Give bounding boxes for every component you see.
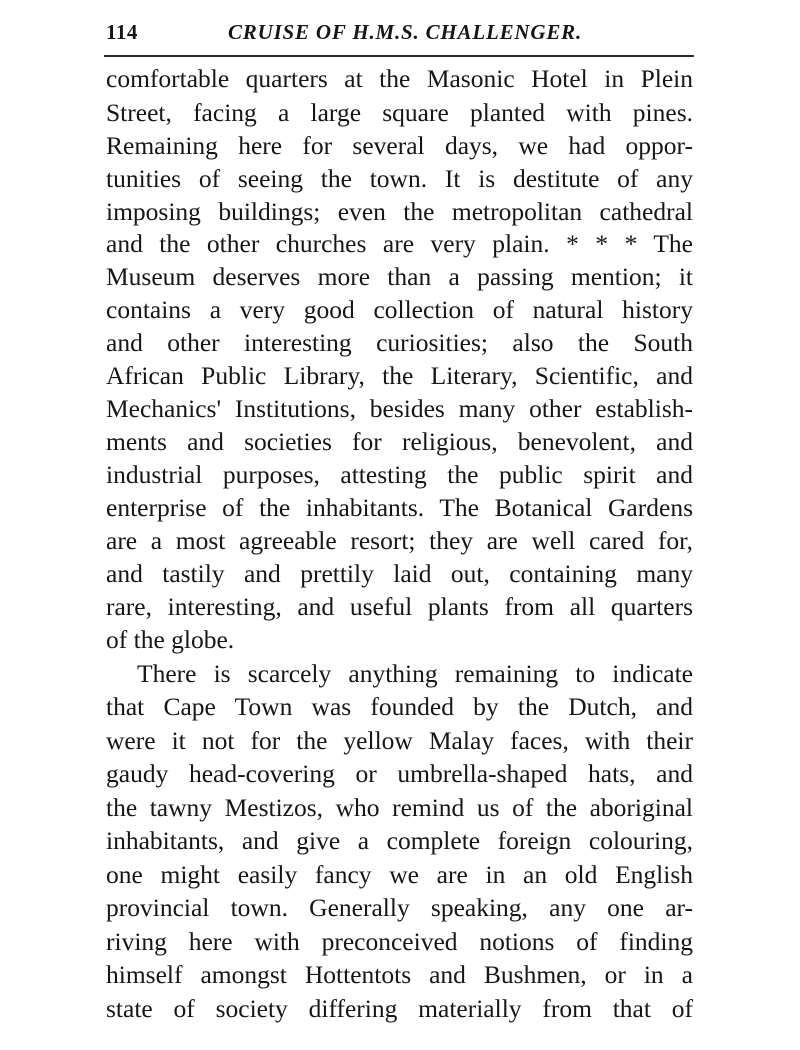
text-line: Street, facing a large square planted with pines. [106,98,693,127]
text-line: rare, interesting, and useful plants from all quarters [106,592,693,621]
text-line: inhabitants, and give a complete foreign colouring, [106,826,693,855]
text-line: provincial town. Generally speaking, any one ar- [106,893,693,922]
text-line: industrial purposes, attesting the public spirit and [106,460,693,489]
header-rule [104,55,694,57]
text-line: There is scarcely anything remaining to indicate [137,659,693,688]
text-line: Mechanics' Institutions, besides many other establish- [106,394,693,423]
text-line: and tastily and prettily laid out, containing many [106,559,693,588]
text-line: one might easily fancy we are in an old English [106,860,693,889]
page-header [106,20,692,50]
text-line: imposing buildings; even the metropolitan cathedral [106,197,693,226]
text-line: and other interesting curiosities; also the South [106,328,693,357]
text-line: enterprise of the inhabitants. The Botanical Gardens [106,493,693,522]
text-line: comfortable quarters at the Masonic Hotel in Plein [106,64,693,93]
text-line: ments and societies for religious, benevolent, and [106,427,693,456]
text-line: himself amongst Hottentots and Bushmen, or in a [106,960,693,989]
text-line: riving here with preconceived notions of finding [106,927,693,956]
page-number: 114 [106,20,138,44]
text-line: gaudy head-covering or umbrella-shaped hats, and [106,759,693,788]
text-line: contains a very good collection of natural history [106,295,693,324]
text-line: and the other churches are very plain. * * * The [106,229,693,258]
running-title: CRUISE OF H.M.S. CHALLENGER. [228,20,583,44]
text-line: Museum deserves more than a passing mention; it [106,262,693,291]
text-line: Remaining here for several days, we had oppor- [106,131,693,160]
text-line: of the globe. [106,625,235,654]
text-line: African Public Library, the Literary, Scientific, and [106,361,693,390]
text-line: tunities of seeing the town. It is destitute of any [106,164,693,193]
text-line: the tawny Mestizos, who remind us of the aboriginal [106,793,693,822]
text-line: are a most agreeable resort; they are well cared for, [106,526,693,555]
text-line: were it not for the yellow Malay faces, with their [106,726,693,755]
text-line: that Cape Town was founded by the Dutch, and [106,692,693,721]
text-line: state of society differing materially from that of [106,994,693,1023]
